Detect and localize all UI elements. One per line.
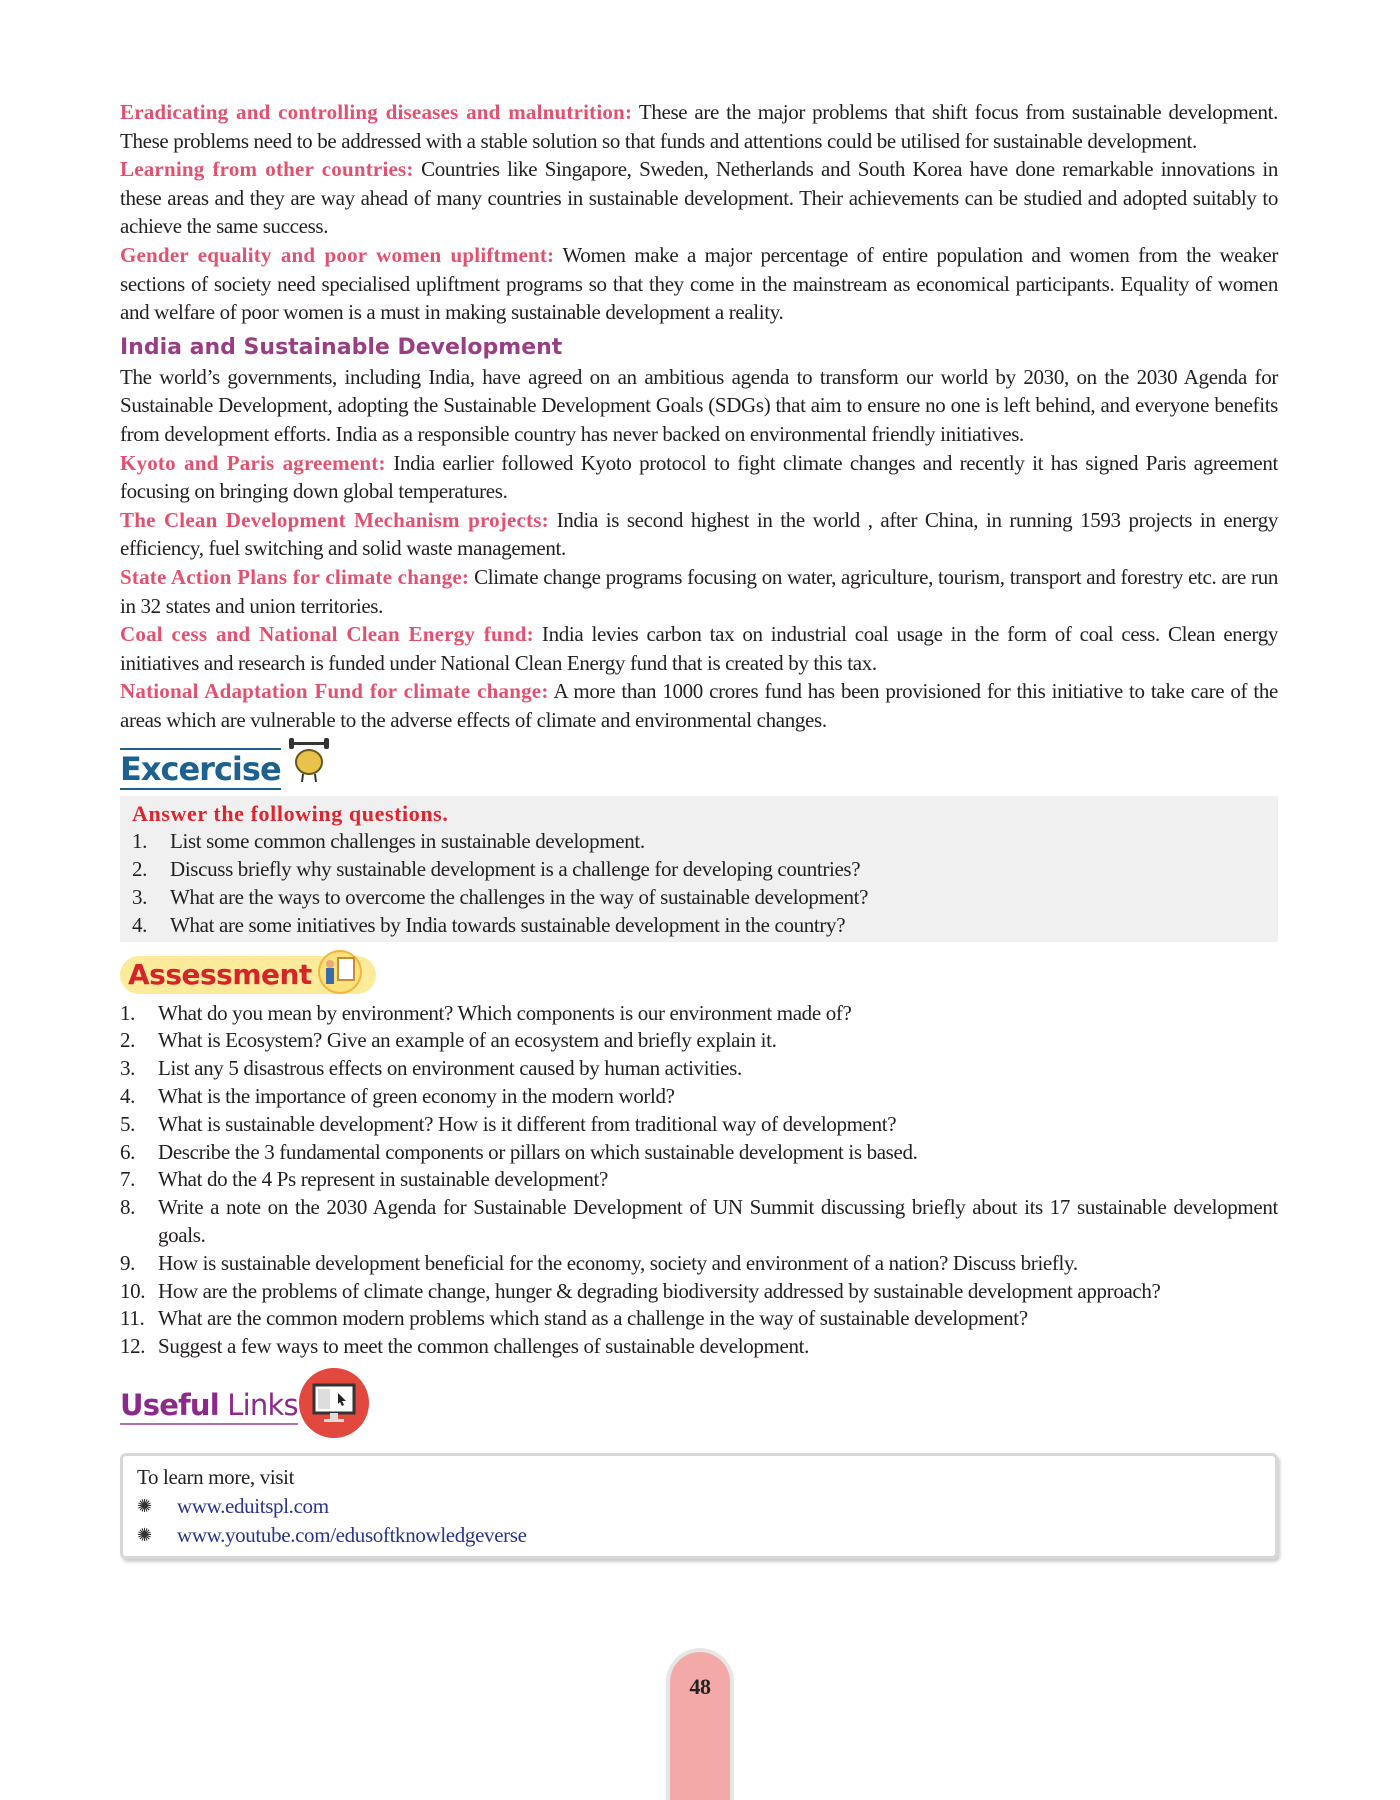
question-text: What are some initiatives by India towards sustainable development in the country? bbox=[170, 912, 846, 937]
useful-links-title-rest: Links bbox=[218, 1388, 298, 1423]
question-text: What is the importance of green economy in the modern world? bbox=[158, 1084, 675, 1109]
paragraph bbox=[120, 506, 1278, 563]
useful-links-header bbox=[120, 1371, 1278, 1441]
paragraph-lead: Learning from other countries: bbox=[120, 157, 414, 182]
paragraph bbox=[120, 98, 1278, 155]
question-text: What are the common modern problems which stand as a challenge in the way of sustainable development? bbox=[158, 1306, 1028, 1331]
paragraph bbox=[120, 620, 1278, 677]
question-text: How is sustainable development beneficial for the economy, society and environment of a nation? Discuss briefly. bbox=[158, 1250, 1078, 1275]
question-item bbox=[120, 1305, 1278, 1333]
question-item bbox=[132, 884, 1266, 912]
exercise-subtitle: Answer the following questions. bbox=[132, 801, 449, 827]
question-text: Discuss briefly why sustainable development is a challenge for developing countries? bbox=[170, 857, 861, 882]
question-number: 12. bbox=[120, 1334, 146, 1359]
question-number: 1. bbox=[132, 829, 148, 854]
question-number: 5. bbox=[120, 1111, 136, 1136]
question-item bbox=[120, 1055, 1278, 1083]
computer-monitor-icon bbox=[298, 1367, 370, 1445]
question-number: 7. bbox=[120, 1167, 136, 1192]
paragraph-text: Countries like Singapore, Sweden, Netherlands and South Korea have done remarkable innovations in these areas and they are way ahead of many countries in sustainable development. Their achievements can be studied and adopted suitably to achieve the same success. bbox=[120, 157, 1278, 239]
question-number: 10. bbox=[120, 1278, 146, 1303]
question-text: List any 5 disastrous effects on environment caused by human activities. bbox=[158, 1056, 742, 1081]
assessment-board-icon bbox=[318, 950, 362, 1000]
question-item bbox=[132, 856, 1266, 884]
question-text: Describe the 3 fundamental components or pillars on which sustainable development is based. bbox=[158, 1139, 918, 1164]
question-number: 8. bbox=[120, 1195, 136, 1220]
useful-links-title-bold: Useful bbox=[120, 1388, 219, 1423]
question-number: 3. bbox=[132, 885, 148, 910]
paragraph-text: Climate change programs focusing on water, agriculture, tourism, transport and forestry etc. are run in 32 states and union territories. bbox=[120, 564, 1279, 618]
paragraph bbox=[120, 155, 1278, 241]
useful-links-box bbox=[120, 1453, 1278, 1559]
india-paragraphs bbox=[120, 449, 1278, 735]
link-item[interactable] bbox=[137, 1492, 1261, 1521]
paragraph-lead: State Action Plans for climate change: bbox=[120, 564, 470, 589]
question-text: What do you mean by environment? Which components is our environment made of? bbox=[158, 1000, 852, 1025]
question-text: What is Ecosystem? Give an example of an ecosystem and briefly explain it. bbox=[158, 1028, 777, 1053]
assessment-questions bbox=[120, 1000, 1278, 1361]
question-number: 3. bbox=[120, 1056, 136, 1081]
question-item bbox=[132, 828, 1266, 856]
links-intro: To learn more, visit bbox=[137, 1465, 295, 1490]
question-item bbox=[120, 1083, 1278, 1111]
paragraph-lead: Kyoto and Paris agreement: bbox=[120, 450, 386, 475]
swirl-bullet-icon: ✺ bbox=[137, 1496, 152, 1517]
paragraph-text: These are the major problems that shift focus from sustainable development. These problems need to be addressed with a stable solution so that funds and attentions could be utilised for sustainable development. bbox=[120, 100, 1279, 153]
link-item[interactable] bbox=[137, 1521, 1261, 1550]
paragraph-text: A more than 1000 crores fund has been provisioned for this initiative to take care of the areas which are vulnerable to the adverse effects of climate and environmental changes. bbox=[120, 679, 1278, 732]
exercise-header bbox=[120, 742, 1278, 790]
paragraph-text: India levies carbon tax on industrial coal usage in the form of coal cess. Clean energy initiatives and research is funded under National Clean Energy fund that is created by this tax. bbox=[120, 622, 1278, 675]
question-text: What are the ways to overcome the challenges in the way of sustainable development? bbox=[170, 885, 869, 910]
question-item bbox=[120, 1250, 1278, 1278]
paragraph-lead: The Clean Development Mechanism projects: bbox=[120, 507, 549, 532]
paragraph-lead: Gender equality and poor women upliftment: bbox=[120, 242, 555, 267]
question-item bbox=[120, 1278, 1278, 1306]
question-number: 9. bbox=[120, 1250, 136, 1275]
question-number: 1. bbox=[120, 1000, 136, 1025]
paragraph bbox=[120, 449, 1278, 506]
paragraph bbox=[120, 563, 1278, 620]
question-item bbox=[120, 1000, 1278, 1028]
question-number: 6. bbox=[120, 1139, 136, 1164]
question-text: How are the problems of climate change, hunger & degrading biodiversity addressed by sustainable development approach? bbox=[158, 1278, 1161, 1303]
paragraph-lead: Eradicating and controlling diseases and malnutrition: bbox=[120, 100, 633, 124]
assessment-header bbox=[120, 956, 376, 994]
top-paragraphs bbox=[120, 98, 1278, 327]
question-number: 2. bbox=[132, 857, 148, 882]
question-item bbox=[120, 1333, 1278, 1361]
question-item bbox=[120, 1027, 1278, 1055]
paragraph-text: Women make a major percentage of entire population and women from the weaker sections of society need specialised upliftment programs so that they come in the mainstream as economical participants. Equality of women and welfare of poor women is a must in making sustainable development a reality. bbox=[120, 242, 1278, 325]
useful-links-title bbox=[120, 1387, 298, 1425]
question-item bbox=[120, 1194, 1278, 1250]
question-item bbox=[120, 1139, 1278, 1167]
question-text: What is sustainable development? How is it different from traditional way of development? bbox=[158, 1111, 897, 1136]
question-item bbox=[120, 1166, 1278, 1194]
page-content bbox=[120, 98, 1278, 1559]
question-text: Write a note on the 2030 Agenda for Sustainable Development of UN Summit discussing briefly about its 17 sustainable development goals. bbox=[158, 1195, 1278, 1248]
section-heading: India and Sustainable Development bbox=[120, 334, 563, 360]
exercise-questions bbox=[132, 828, 1266, 939]
question-number: 4. bbox=[132, 912, 148, 937]
paragraph-lead: Coal cess and National Clean Energy fund: bbox=[120, 622, 534, 647]
paragraph-text: India earlier followed Kyoto protocol to fight climate changes and recently it has signed Paris agreement focusing on bringing down global temperatures. bbox=[120, 450, 1278, 504]
paragraph-lead: National Adaptation Fund for climate change: bbox=[120, 679, 549, 704]
paragraph bbox=[120, 241, 1278, 327]
question-text: What do the 4 Ps represent in sustainable development? bbox=[158, 1167, 608, 1192]
swirl-bullet-icon: ✺ bbox=[137, 1525, 152, 1546]
paragraph-text: India is second highest in the world , after China, in running 1593 projects in energy efficiency, fuel switching and solid waste management. bbox=[120, 507, 1278, 561]
question-item bbox=[120, 1111, 1278, 1139]
page-number: 48 bbox=[689, 1674, 711, 1699]
page-number-tab bbox=[666, 1648, 734, 1800]
question-number: 4. bbox=[120, 1084, 136, 1109]
question-text: Suggest a few ways to meet the common challenges of sustainable development. bbox=[158, 1334, 810, 1359]
brain-weightlifting-icon bbox=[287, 738, 331, 790]
question-number: 2. bbox=[120, 1028, 136, 1053]
assessment-title: Assessment bbox=[128, 958, 312, 992]
exercise-box bbox=[120, 796, 1278, 941]
exercise-title: Excercise bbox=[120, 750, 281, 789]
question-text: List some common challenges in sustainable development. bbox=[170, 829, 645, 854]
question-item bbox=[132, 912, 1266, 940]
question-number: 11. bbox=[120, 1306, 145, 1331]
paragraph bbox=[120, 677, 1278, 734]
link-eduitspl[interactable]: www.eduitspl.com bbox=[177, 1494, 329, 1519]
india-intro: The world’s governments, including India, have agreed on an ambitious agenda to transform our world by 2030, on the 2030 Agenda for Sustainable Development, adopting the Sustainable Development Goals (SDGs) that aim to ensure no one is left behind, and everyone benefits from development efforts. India as a responsible country has never backed on environmental friendly initiatives. bbox=[120, 364, 1278, 446]
link-youtube[interactable]: www.youtube.com/edusoftknowledgeverse bbox=[177, 1523, 527, 1548]
